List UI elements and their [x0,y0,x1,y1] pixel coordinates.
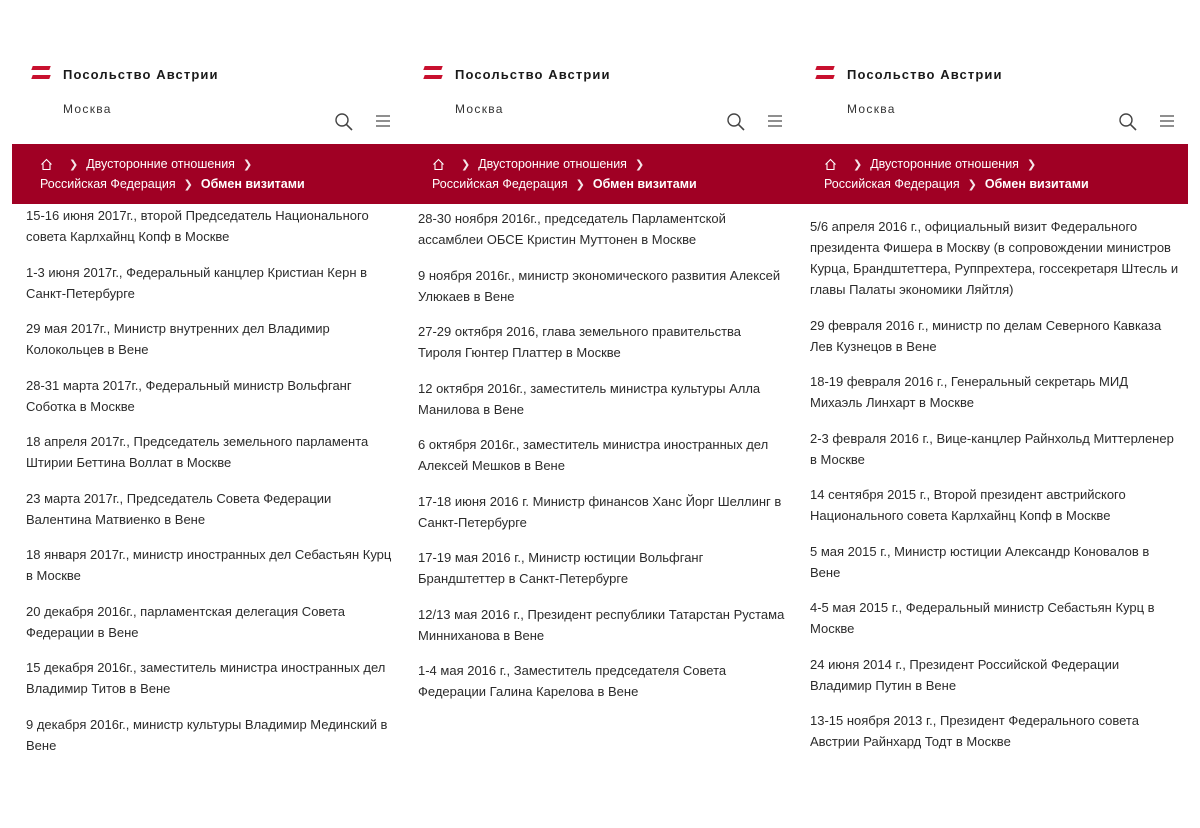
list-item: 20 декабря 2016г., парламентская делегация Совета Федерации в Вене [26,603,346,640]
site-title[interactable]: Посольство Австрии [63,67,219,82]
list-item: 15-16 июня 2017г., второй Председатель Национального совета Карлхайнц Копф в Москве [26,208,369,244]
list-item: 24 июня 2014 г., Президент Российской Федерации Владимир Путин в Вене [810,656,1120,693]
chevron-right-icon: ❯ [575,178,585,191]
list-item: 29 мая 2017г., Министр внутренних дел Владимир Колокольцев в Вене [26,321,330,357]
breadcrumb-link-bilateral[interactable]: Двусторонние отношения [86,157,235,171]
hamburger-menu-icon[interactable] [1160,115,1174,127]
chevron-right-icon: ❯ [461,158,471,171]
breadcrumb-current: Обмен визитами [592,177,697,191]
breadcrumb [796,144,1188,204]
list-item: 18-19 февраля 2016 г., Генеральный секретарь МИД Михаэль Линхарт в Москве [810,374,1129,410]
list-item: 27-29 октября 2016, глава земельного правительства Тироля Гюнтер Платтер в Москве [418,324,742,360]
list-item: 14 сентября 2015 г., Второй президент австрийского Национального совета Карлхайнц Копф в Москве [810,487,1126,523]
list-item: 2-3 февраля 2016 г., Вице-канцлер Райнхольд Миттерленер в Москве [810,430,1174,467]
list-item: 18 апреля 2017г., Председатель земельного парламента Штирии Беттина Воллат в Москве [26,434,369,470]
list-item: 15 декабря 2016г., заместитель министра иностранных дел Владимир Титов в Вене [26,660,386,696]
home-icon[interactable] [824,158,837,171]
list-item: 17-18 июня 2016 г. Министр финансов Ханс Йорг Шеллинг в Санкт-Петербурге [418,493,782,530]
list-item: 29 февраля 2016 г., министр по делам Северного Кавказа Лев Кузнецов в Вене [810,317,1162,354]
site-subtitle-city: Москва [847,102,896,116]
list-item: 9 ноября 2016г., министр экономического развития Алексей Улюкаев в Вене [418,267,781,304]
austrian-flag-icon[interactable] [816,66,834,80]
list-item: 13-15 ноября 2013 г., Президент Федерального совета Австрии Райнхард Тодт в Москве [810,713,1139,749]
list-item: 17-19 мая 2016 г., Министр юстиции Вольфганг Брандштеттер в Санкт-Петербурге [418,550,704,586]
mobile-page-panel-1 [12,0,404,828]
chevron-right-icon: ❯ [242,158,253,171]
chevron-right-icon: ❯ [967,178,977,191]
hamburger-menu-icon[interactable] [376,115,390,127]
breadcrumb-link-bilateral[interactable]: Двусторонние отношения [478,157,627,171]
mobile-page-panel-3 [796,0,1188,828]
list-item: 12/13 мая 2016 г., Президент республики Татарстан Рустама Минниханова в Вене [418,606,785,643]
list-item: 1-3 июня 2017г., Федеральный канцлер Кристиан Керн в Санкт-Петербурге [26,264,368,301]
list-item: 28-30 ноября 2016г., председатель Парламентской ассамблеи ОБСЕ Кристин Муттонен в Москве [418,211,726,247]
breadcrumb-current: Обмен визитами [984,177,1089,191]
visit-list [26,205,396,770]
breadcrumb-link-russia[interactable]: Российская Федерация [432,177,568,191]
list-item: 4-5 мая 2015 г., Федеральный министр Себастьян Курц в Москве [810,600,1155,636]
search-icon[interactable] [726,112,746,132]
mobile-page-panel-2 [404,0,796,828]
list-item: 9 декабря 2016г., министр культуры Владимир Мединский в Вене [26,716,388,753]
chevron-right-icon: ❯ [69,158,79,171]
list-item: 6 октября 2016г., заместитель министра иностранных дел Алексей Мешков в Вене [418,437,769,473]
chevron-right-icon: ❯ [634,158,645,171]
home-icon[interactable] [40,158,53,171]
visit-list [810,216,1180,767]
site-title[interactable]: Посольство Австрии [847,67,1003,82]
list-item: 18 января 2017г., министр иностранных дел Себастьян Курц в Москве [26,547,392,583]
breadcrumb-link-russia[interactable]: Российская Федерация [40,177,176,191]
breadcrumb-link-russia[interactable]: Российская Федерация [824,177,960,191]
chevron-right-icon: ❯ [853,158,863,171]
list-item: 5 мая 2015 г., Министр юстиции Александр Коновалов в Вене [810,543,1150,580]
austrian-flag-icon[interactable] [424,66,442,80]
search-icon[interactable] [334,112,354,132]
site-title[interactable]: Посольство Австрии [455,67,611,82]
site-subtitle-city: Москва [63,102,112,116]
list-item: 23 марта 2017г., Председатель Совета Федерации Валентина Матвиенко в Вене [26,490,332,527]
list-item: 5/6 апреля 2016 г., официальный визит Федерального президента Фишера в Москву (в сопровождении министров Курца, Брандштеттера, Руппрехтера, госсекретаря Штесль и главы Палаты экономики Ляйтля) [810,219,1179,297]
breadcrumb-link-bilateral[interactable]: Двусторонние отношения [870,157,1019,171]
visit-list [418,208,788,717]
site-subtitle-city: Москва [455,102,504,116]
hamburger-menu-icon[interactable] [768,115,782,127]
chevron-right-icon: ❯ [1026,158,1037,171]
chevron-right-icon: ❯ [183,178,193,191]
austrian-flag-icon[interactable] [32,66,50,80]
list-item: 1-4 мая 2016 г., Заместитель председателя Совета Федерации Галина Карелова в Вене [418,663,727,699]
list-item: 28-31 марта 2017г., Федеральный министр Вольфганг Соботка в Москве [26,377,352,414]
breadcrumb [404,144,796,204]
search-icon[interactable] [1118,112,1138,132]
list-item: 12 октября 2016г., заместитель министра культуры Алла Манилова в Вене [418,380,761,417]
home-icon[interactable] [432,158,445,171]
breadcrumb [12,144,404,204]
breadcrumb-current: Обмен визитами [200,177,305,191]
